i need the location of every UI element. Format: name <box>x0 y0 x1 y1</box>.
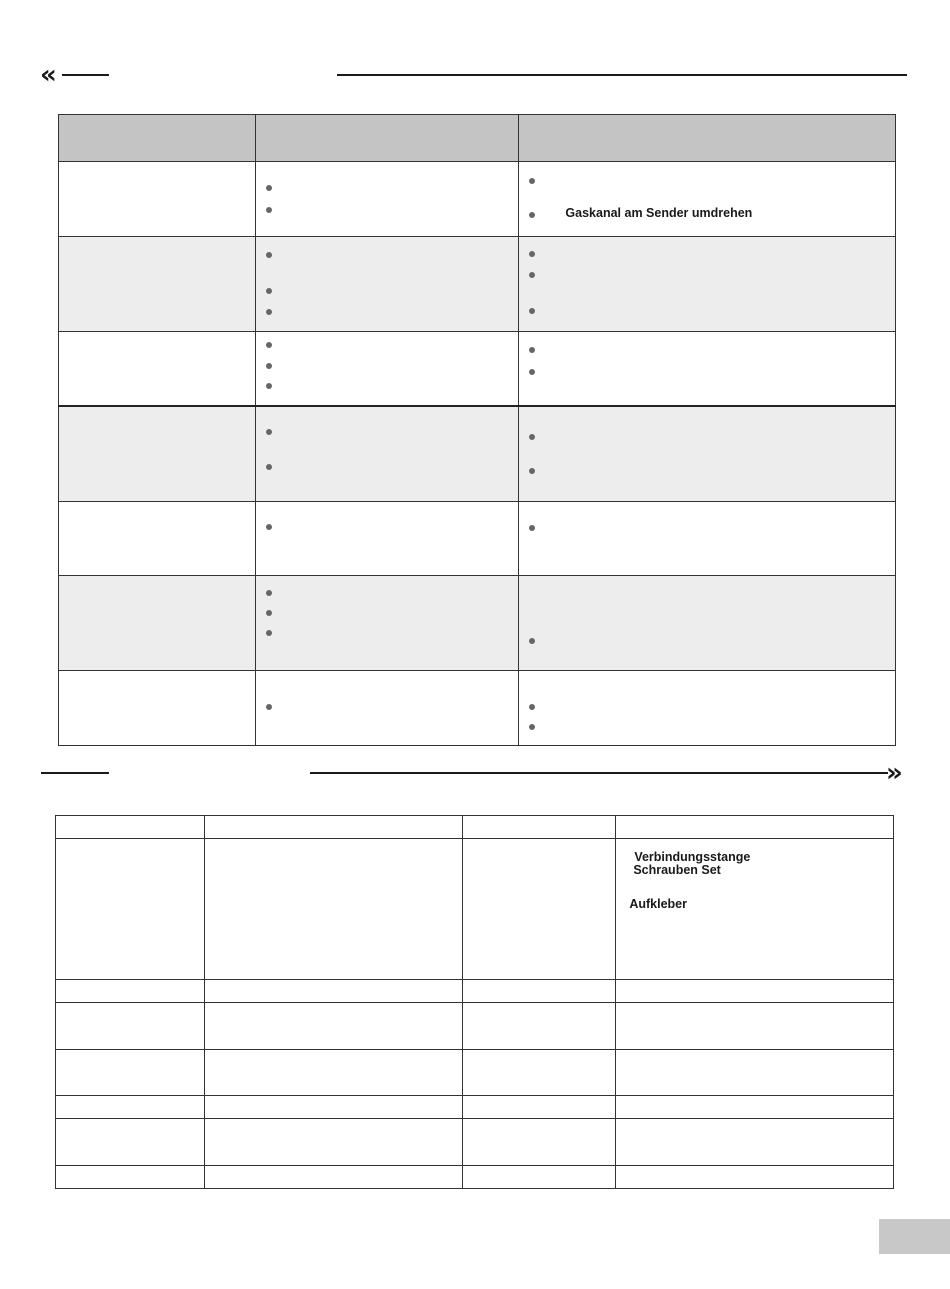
table-row <box>59 162 896 237</box>
table-row <box>56 1119 894 1166</box>
bullet-icon <box>529 638 535 644</box>
bullet-icon <box>529 212 535 218</box>
bullet-icon <box>266 363 272 369</box>
table-row <box>59 671 896 746</box>
table-row <box>56 1003 894 1050</box>
troubleshooting-table <box>58 114 896 746</box>
bullet-icon <box>266 252 272 258</box>
table-row <box>56 1166 894 1189</box>
bullet-icon <box>266 610 272 616</box>
bullet-icon <box>529 178 535 184</box>
table-row <box>56 1096 894 1119</box>
bullet-icon <box>529 369 535 375</box>
table-row <box>59 576 896 671</box>
bullet-icon <box>529 434 535 440</box>
table-header-row <box>59 115 896 162</box>
section-rule-short <box>41 772 109 774</box>
bullet-icon <box>529 525 535 531</box>
bullet-icon <box>529 724 535 730</box>
bullet-icon <box>266 590 272 596</box>
table-row <box>59 332 896 407</box>
table-row <box>56 1050 894 1096</box>
bullet-icon <box>266 524 272 530</box>
bullet-icon <box>266 185 272 191</box>
table-row <box>59 237 896 332</box>
header-rule-long <box>337 74 907 76</box>
table-row <box>59 502 896 576</box>
parts-table <box>55 815 894 1189</box>
bullet-icon <box>529 251 535 257</box>
bullet-icon <box>266 464 272 470</box>
bullet-icon <box>529 468 535 474</box>
bullet-icon <box>266 342 272 348</box>
part-item: Schrauben Set <box>633 863 721 877</box>
bullet-icon <box>266 309 272 315</box>
table-header-row <box>56 816 894 839</box>
bullet-icon <box>266 429 272 435</box>
bullet-icon <box>266 288 272 294</box>
double-chevron-left-icon: « <box>40 60 57 90</box>
double-chevron-right-icon: » <box>886 758 903 788</box>
table-row <box>59 406 896 502</box>
table-row <box>56 980 894 1003</box>
part-item: Verbindungsstange <box>634 850 751 864</box>
table-row <box>56 839 894 980</box>
solution-text: Gaskanal am Sender umdrehen <box>565 206 753 220</box>
bullet-icon <box>529 308 535 314</box>
bullet-icon <box>266 383 272 389</box>
part-item: Aufkleber <box>629 897 687 911</box>
bullet-icon <box>266 704 272 710</box>
bullet-icon <box>529 704 535 710</box>
bullet-icon <box>266 207 272 213</box>
section-rule-long <box>310 772 888 774</box>
header-rule-short <box>62 74 109 76</box>
bullet-icon <box>266 630 272 636</box>
page-number-box <box>879 1219 950 1254</box>
bullet-icon <box>529 347 535 353</box>
bullet-icon <box>529 272 535 278</box>
